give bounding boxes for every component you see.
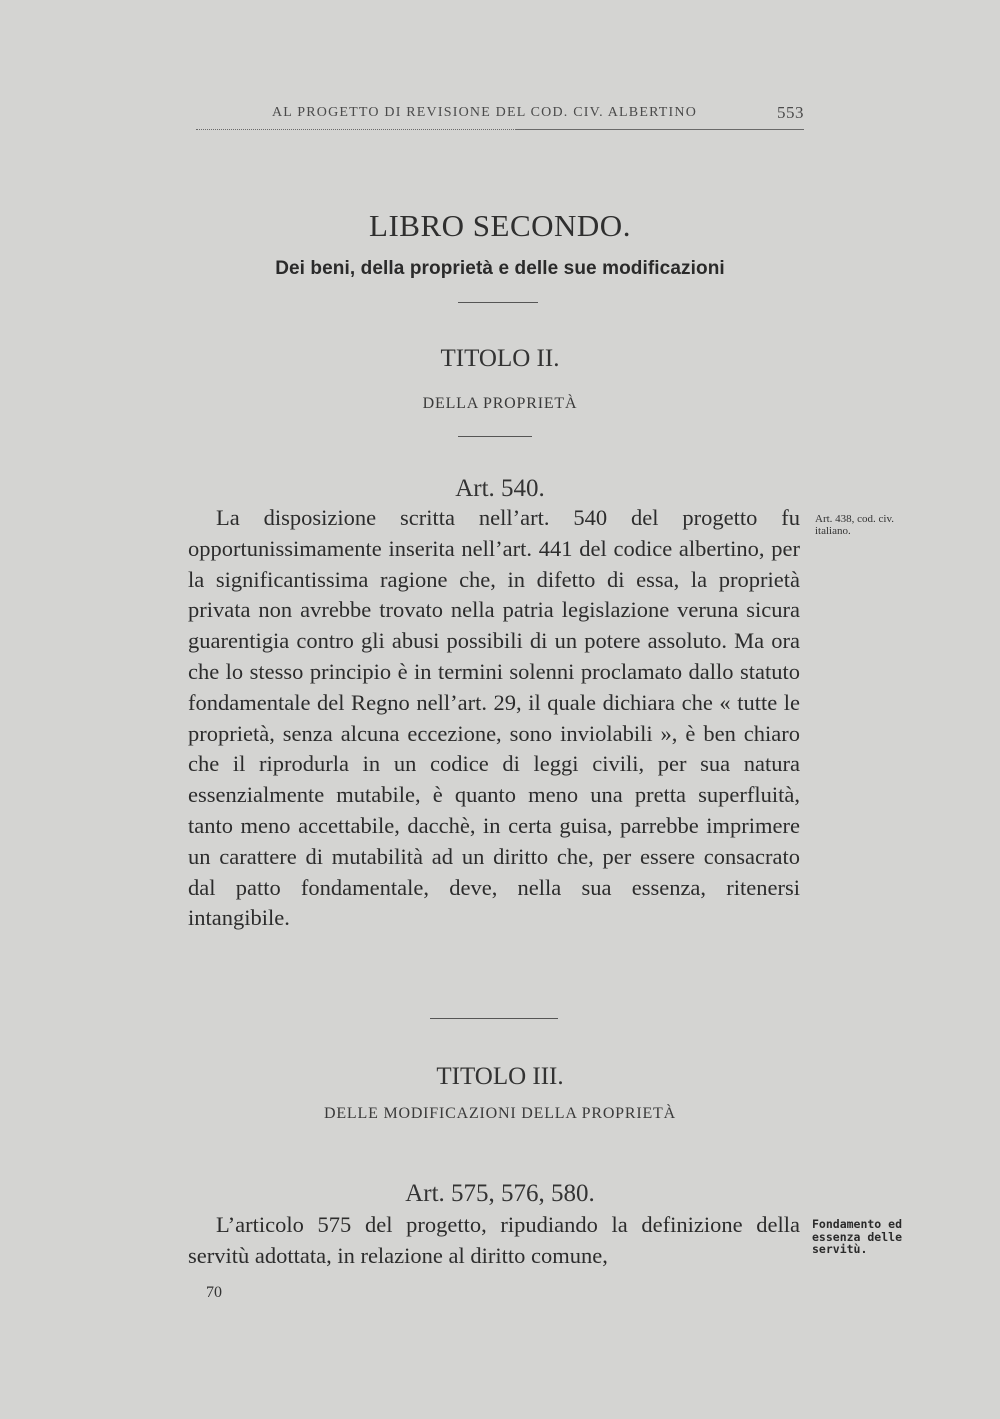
article-heading-540: Art. 540. xyxy=(455,475,545,502)
running-head-rule xyxy=(196,129,804,130)
margin-note-servitu: Fondamento ed essenza delle servitù. xyxy=(812,1217,903,1256)
margin-note-art-438: Art. 438, cod. civ. italiano. xyxy=(815,513,895,537)
section-divider xyxy=(430,1018,558,1019)
paragraph-text: L’articolo 575 del progetto, ripudiando la definizione della servitù adottata, in relazione al diritto comune, xyxy=(188,1212,800,1268)
running-head-title: AL PROGETTO DI REVISIONE DEL COD. CIV. ALBERTINO xyxy=(272,105,698,120)
paragraph-text: La disposizione scritta nell’art. 540 del progetto fu opportunissimamente inserita nell’art. 441 del codice albertino, per la significantissima ragione che, in difetto di essa, la proprietà privata non avrebbe trovato nella patria legislazione veruna sicura guarentigia contro gli abusi possibili di un potere assoluto. Ma ora che lo stesso principio è in termini solenni proclamato dallo statuto fondamentale del Regno nell’art. 29, il quale dichiara che « tutte le proprietà, senza alcuna eccezione, sono inviolabili », è ben chiaro che il riprodurla in un codice di leggi civili, per sua natura essenzialmente mutabile, è quanto meno una pretta superfluità, tanto meno accettabile, dacchè, in certa guisa, parrebbe imprimere un carattere di mutabilità ad un diritto che, per essere consacrato dal patto fondamentale, deve, nella sua essenza, ritenersi intangibile. xyxy=(188,505,800,931)
titolo-2-heading: TITOLO II. xyxy=(440,345,560,372)
titolo-2-subheading: DELLA PROPRIETÀ xyxy=(422,395,578,412)
page-number: 553 xyxy=(777,103,804,122)
titolo-3-subheading: DELLE MODIFICAZIONI DELLA PROPRIETÀ xyxy=(324,1105,676,1122)
book-subtitle: Dei beni, della proprietà e delle sue modificazioni xyxy=(275,258,725,279)
section-divider xyxy=(458,436,532,437)
running-head xyxy=(196,103,804,127)
titolo-3-heading: TITOLO III. xyxy=(436,1063,564,1090)
paragraph-art-540 xyxy=(188,503,800,934)
book-title: LIBRO SECONDO. xyxy=(369,208,631,243)
printer-signature: 70 xyxy=(206,1284,222,1301)
article-heading-575: Art. 575, 576, 580. xyxy=(405,1180,595,1207)
section-divider xyxy=(458,302,538,303)
paragraph-art-575 xyxy=(188,1210,800,1272)
